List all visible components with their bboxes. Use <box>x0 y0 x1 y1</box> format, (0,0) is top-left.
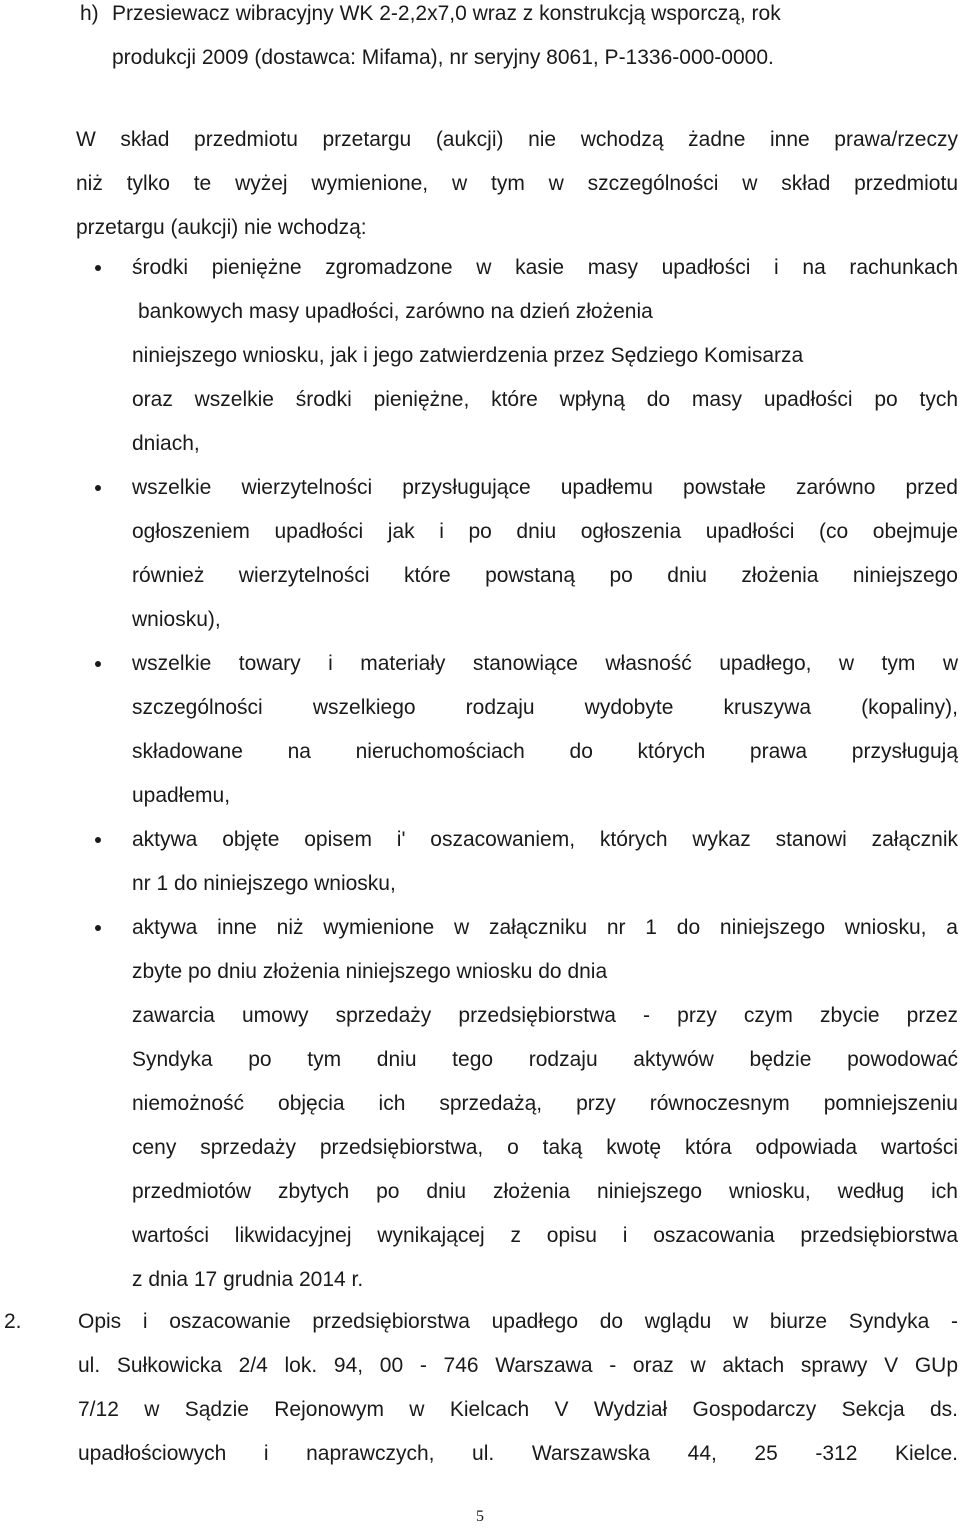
item-2-line: 7/12 w Sądzie Rejonowym w Kielcach V Wydział Gospodarczy Sekcja ds. <box>78 1398 958 1421</box>
list-item-line: wniosku), <box>132 608 221 631</box>
bullet-icon <box>95 661 101 667</box>
list-item-line: szczególności wszelkiego rodzaju wydobyte kruszywa (kopaliny), <box>132 696 958 719</box>
list-item-line: również wierzytelności które powstaną po dniu złożenia niniejszego <box>132 564 958 587</box>
list-item-line: dniach, <box>132 432 200 455</box>
bullet-icon <box>95 265 101 271</box>
list-item-line: zbyte po dniu złożenia niniejszego wniosku do dnia <box>132 960 608 983</box>
item-2-line: upadłościowych i naprawczych, ul. Warszawska 44, 25 -312 Kielce. <box>78 1442 958 1465</box>
list-item-line: wszelkie wierzytelności przysługujące upadłemu powstałe zarówno przed <box>132 476 958 499</box>
bullet-icon <box>95 485 101 491</box>
item-h-line: Przesiewacz wibracyjny WK 2-2,2x7,0 wraz z konstrukcją wsporczą, rok <box>112 2 781 25</box>
list-item-line: aktywa inne niż wymienione w załączniku nr 1 do niniejszego wniosku, a <box>132 916 958 939</box>
list-item-line: bankowych masy upadłości, zarówno na dzień złożenia <box>138 300 653 323</box>
item-h-marker: h) <box>80 2 99 25</box>
item-2-line: Opis i oszacowanie przedsiębiorstwa upadłego do wglądu w biurze Syndyka - <box>78 1310 958 1333</box>
list-item-line: Syndyka po tym dniu tego rodzaju aktywów będzie powodować <box>132 1048 958 1071</box>
list-item-line: składowane na nieruchomościach do których prawa przysługują <box>132 740 958 763</box>
list-item-line: nr 1 do niniejszego wniosku, <box>132 872 396 895</box>
list-item-line: środki pieniężne zgromadzone w kasie masy upadłości i na rachunkach <box>132 256 958 279</box>
item-h-line: produkcji 2009 (dostawca: Mifama), nr seryjny 8061, P-1336-000-0000. <box>112 46 774 69</box>
list-item-line: przedmiotów zbytych po dniu złożenia niniejszego wniosku, według ich <box>132 1180 958 1203</box>
list-item-line: wszelkie towary i materiały stanowiące własność upadłego, w tym w <box>132 652 958 675</box>
list-item-line: upadłemu, <box>132 784 231 807</box>
intro-line: przetargu (aukcji) nie wchodzą: <box>76 216 367 239</box>
list-item-line: niemożność objęcia ich sprzedażą, przy równoczesnym pomniejszeniu <box>132 1092 958 1115</box>
list-item-line: wartości likwidacyjnej wynikającej z opisu i oszacowania przedsiębiorstwa <box>132 1224 958 1247</box>
list-item-line: aktywa objęte opisem i' oszacowaniem, których wykaz stanowi załącznik <box>132 828 958 851</box>
intro-line: niż tylko te wyżej wymienione, w tym w szczególności w skład przedmiotu <box>76 172 958 195</box>
list-item-line: z dnia 17 grudnia 2014 r. <box>132 1268 364 1291</box>
item-2-marker: 2. <box>4 1310 22 1333</box>
intro-line: W skład przedmiotu przetargu (aukcji) nie wchodzą żadne inne prawa/rzeczy <box>76 128 958 151</box>
list-item-line: oraz wszelkie środki pieniężne, które wpłyną do masy upadłości po tych <box>132 388 958 411</box>
item-2-line: ul. Sułkowicka 2/4 lok. 94, 00 - 746 Warszawa - oraz w aktach sprawy V GUp <box>78 1354 958 1377</box>
list-item-line: ceny sprzedaży przedsiębiorstwa, o taką kwotę która odpowiada wartości <box>132 1136 958 1159</box>
list-item-line: zawarcia umowy sprzedaży przedsiębiorstwa - przy czym zbycie przez <box>132 1004 958 1027</box>
page-number: 5 <box>476 1508 484 1525</box>
bullet-icon <box>95 925 101 931</box>
list-item-line: niniejszego wniosku, jak i jego zatwierdzenia przez Sędziego Komisarza <box>132 344 804 367</box>
list-item-line: ogłoszeniem upadłości jak i po dniu ogłoszenia upadłości (co obejmuje <box>132 520 958 543</box>
bullet-icon <box>95 837 101 843</box>
